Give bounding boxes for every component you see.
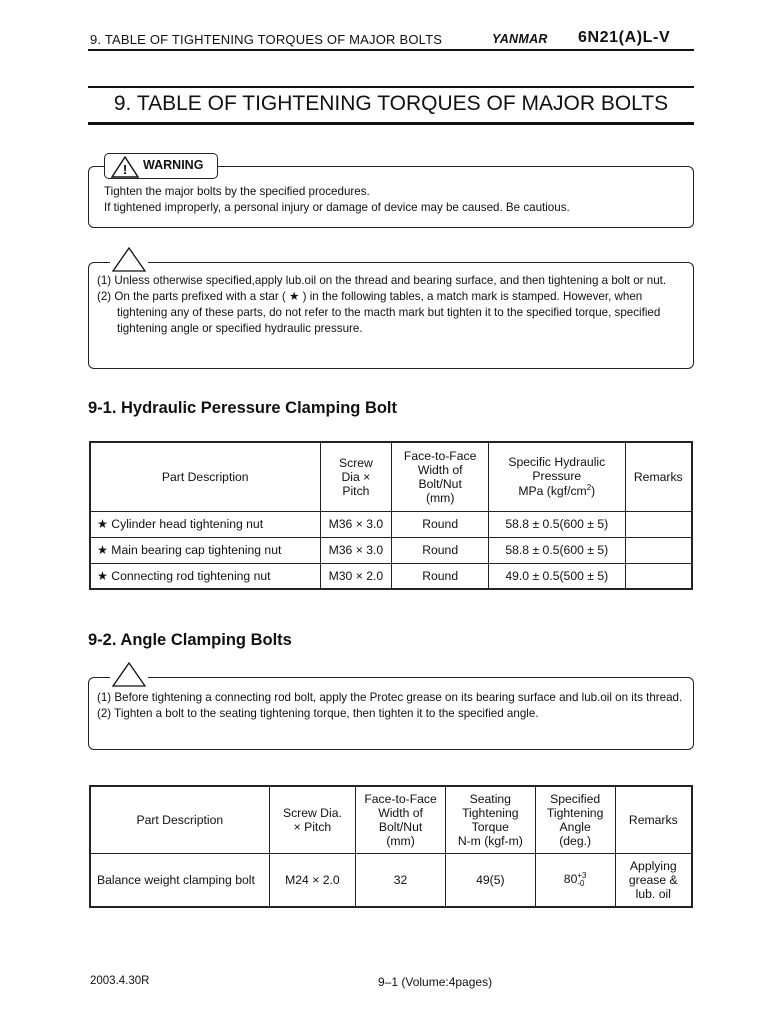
col-header: Face-to-Face Width of Bolt/Nut (mm) — [392, 442, 489, 511]
angle-value: 80 — [563, 871, 578, 886]
col-header: Specified Tightening Angle (deg.) — [535, 786, 615, 853]
table-row — [90, 563, 692, 589]
section-1-heading: 9-1. Hydraulic Peressure Clamping Bolt — [88, 399, 398, 417]
warning-triangle-icon — [111, 156, 139, 178]
torque-cell: 49(5) — [445, 853, 535, 907]
col-header: Screw Dia. × Pitch — [269, 786, 356, 853]
header-section: 9. TABLE OF TIGHTENING TORQUES OF MAJOR BOLTS — [90, 32, 443, 47]
remarks-cell — [625, 563, 692, 589]
header-rule — [88, 49, 694, 51]
section-2-heading: 9-2. Angle Clamping Bolts — [88, 631, 292, 649]
title-top-rule — [88, 86, 694, 88]
face-cell: Round — [392, 511, 489, 537]
hydraulic-table — [89, 441, 693, 590]
table-row — [90, 537, 692, 563]
caution-item-1: (1) Before tightening a connecting rod bolt, apply the Protec grease on its bearing surface and lub.oil on its thread. — [97, 691, 683, 704]
screw-cell: M36 × 3.0 — [320, 537, 392, 563]
part-cell: ★ Cylinder head tightening nut — [90, 511, 320, 537]
angle-tolerance: +3 -0 — [577, 870, 587, 888]
face-cell: Round — [392, 537, 489, 563]
svg-text:!: ! — [122, 162, 128, 177]
angle-table — [89, 785, 693, 908]
col-header: Screw Dia × Pitch — [320, 442, 392, 511]
pressure-cell: 58.8 ± 0.5(600 ± 5) — [489, 511, 626, 537]
title-bottom-rule — [88, 122, 694, 125]
page-title: 9. TABLE OF TIGHTENING TORQUES OF MAJOR BOLTS — [113, 92, 669, 115]
remarks-cell — [625, 511, 692, 537]
screw-cell: M24 × 2.0 — [269, 853, 356, 907]
col-header: Face-to-Face Width of Bolt/Nut (mm) — [356, 786, 446, 853]
caution-box-2 — [88, 677, 694, 750]
col-header: Specific Hydraulic Pressure MPa $(kgf/cm^2)$ — [489, 442, 626, 511]
caution-box-1 — [88, 262, 694, 369]
header-model: 6N21(A)L-V — [578, 29, 671, 46]
caution-triangle-icon — [110, 246, 148, 272]
remarks-cell: Applying grease & lub. oil — [615, 853, 692, 907]
pressure-cell: 58.8 ± 0.5(600 ± 5) — [489, 537, 626, 563]
angle-cell — [535, 853, 615, 907]
caution-item-2: (2) On the parts prefixed with a star ( ★ ) in the following tables, a match mark is stamped. However, when tightening any of these parts, do not refer to the macth mark but tighten it to the specified torque, specified tightening angle or specified hydraulic pressure. — [97, 290, 661, 335]
remarks-cell — [625, 537, 692, 563]
caution-item-1: (1) Unless otherwise specified,apply lub.oil on the thread and bearing surface, and then tightening a bolt or nut. — [97, 274, 667, 287]
part-cell: ★ Connecting rod tightening nut — [90, 563, 320, 589]
face-cell: Round — [392, 563, 489, 589]
warning-label: WARNING — [143, 158, 204, 172]
caution-triangle-icon — [110, 661, 148, 687]
col-header: Remarks — [625, 442, 692, 511]
col-header: Seating Tightening Torque N-m (kgf-m) — [445, 786, 535, 853]
screw-cell: M36 × 3.0 — [320, 511, 392, 537]
table-header-row — [90, 442, 692, 511]
table-row — [90, 853, 692, 907]
warning-line-1: Tighten the major bolts by the specified procedures. — [104, 185, 370, 198]
footer-page: 9–1 (Volume:4pages) — [378, 975, 493, 989]
col-header: Part Description — [90, 442, 320, 511]
part-cell: ★ Main bearing cap tightening nut — [90, 537, 320, 563]
warning-tag — [104, 153, 218, 179]
footer-date: 2003.4.30R — [90, 975, 150, 987]
part-cell: Balance weight clamping bolt — [90, 853, 269, 907]
header-brand: YANMAR — [492, 32, 548, 46]
warning-line-2: If tightened improperly, a personal injury or damage of device may be caused. Be cautious. — [104, 201, 570, 214]
col-header: Part Description — [90, 786, 269, 853]
table-row — [90, 511, 692, 537]
table-header-row — [90, 786, 692, 853]
screw-cell: M30 × 2.0 — [320, 563, 392, 589]
pressure-cell: 49.0 ± 0.5(500 ± 5) — [489, 563, 626, 589]
face-cell: 32 — [356, 853, 446, 907]
caution-item-2: (2) Tighten a bolt to the seating tightening torque, then tighten it to the specified angle. — [97, 707, 539, 720]
col-header: Remarks — [615, 786, 692, 853]
